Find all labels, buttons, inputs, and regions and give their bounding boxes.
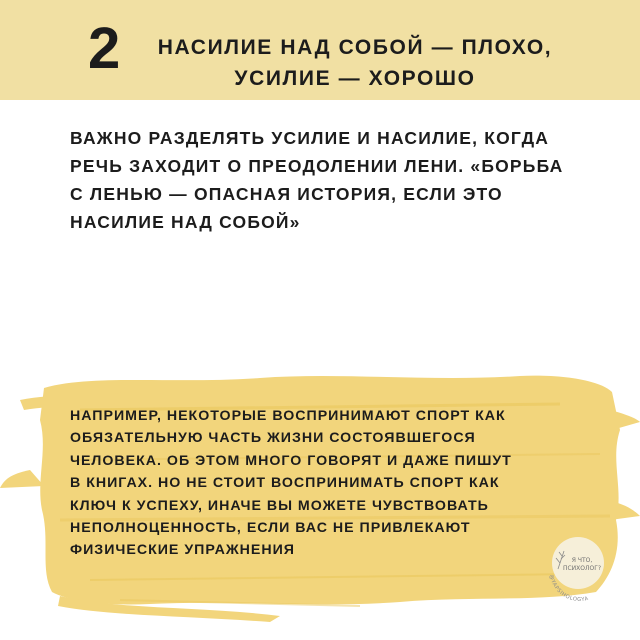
example-line: ОБЯЗАТЕЛЬНУЮ ЧАСТЬ ЖИЗНИ СОСТОЯВШЕГОСЯ [70, 430, 476, 447]
example-paragraph [70, 405, 610, 562]
intro-line: НАСИЛИЕ НАД СОБОЙ» [70, 212, 301, 232]
example-line: НЕПОЛНОЦЕННОСТЬ, ЕСЛИ ВАС НЕ ПРИВЛЕКАЮТ [70, 520, 471, 537]
intro-line: С ЛЕНЬЮ — ОПАСНАЯ ИСТОРИЯ, ЕСЛИ ЭТО [70, 184, 503, 204]
section-title-line: НАСИЛИЕ НАД СОБОЙ — ПЛОХО, [157, 36, 553, 59]
section-title [140, 32, 570, 94]
example-line: НАПРИМЕР, НЕКОТОРЫЕ ВОСПРИНИМАЮТ СПОРТ КАК [70, 408, 506, 424]
intro-paragraph [70, 124, 590, 236]
header-band [0, 0, 640, 100]
example-line: ФИЗИЧЕСКИЕ УПРАЖНЕНИЯ [70, 542, 295, 559]
section-number: 2 [88, 16, 121, 81]
logo-line-1: Я ЧТО, [571, 557, 593, 564]
example-line: ЧЕЛОВЕКА. ОБ ЭТОМ МНОГО ГОВОРЯТ И ДАЖЕ ПИШУТ [70, 452, 512, 469]
example-line: В КНИГАХ. НО НЕ СТОИТ ВОСПРИНИМАТЬ СПОРТ КАК [70, 475, 500, 492]
intro-line: ВАЖНО РАЗДЕЛЯТЬ УСИЛИЕ И НАСИЛИЕ, КОГДА [70, 128, 550, 148]
section-title-line: УСИЛИЕ — ХОРОШО [234, 67, 476, 90]
brand-logo [536, 525, 620, 609]
logo-line-2: ПСИХОЛОГ? [562, 565, 602, 572]
intro-line: РЕЧЬ ЗАХОДИТ О ПРЕОДОЛЕНИИ ЛЕНИ. «БОРЬБА [70, 156, 564, 176]
example-line: КЛЮЧ К УСПЕХУ, ИНАЧЕ ВЫ МОЖЕТЕ ЧУВСТВОВАТЬ [70, 497, 489, 514]
logo-handle-text: @YAPSIHOLOGYA [547, 574, 590, 603]
